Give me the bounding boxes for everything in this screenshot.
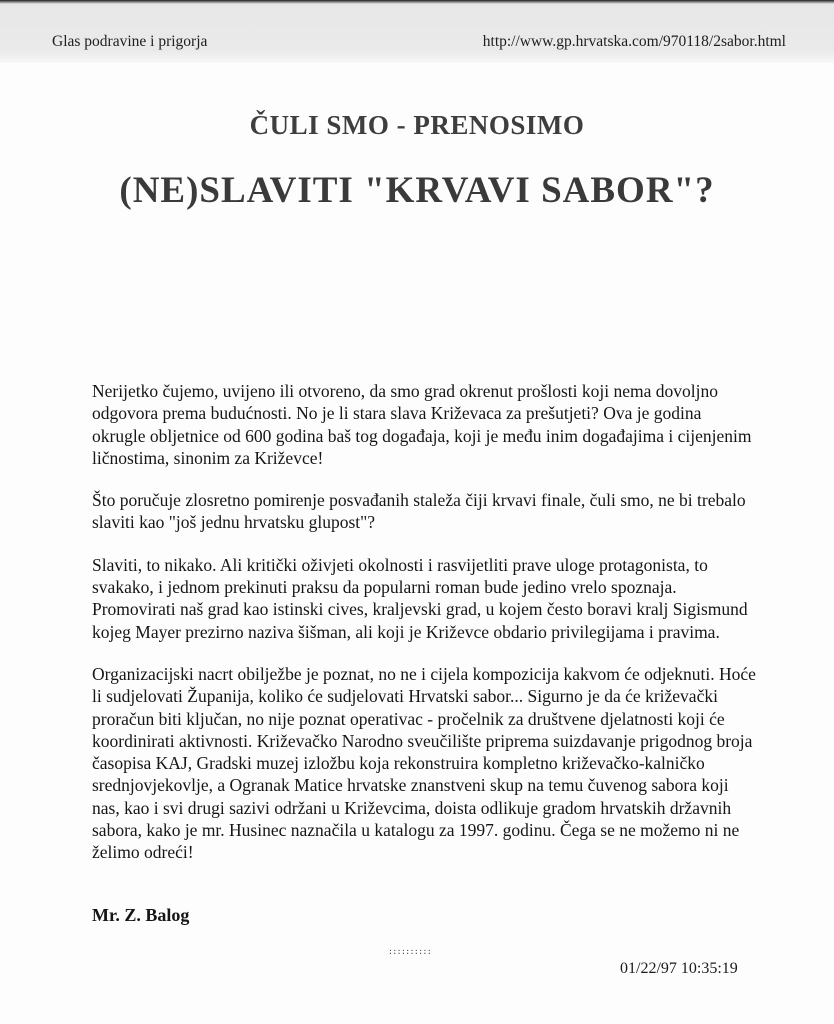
print-timestamp: 01/22/97 10:35:19	[620, 960, 738, 977]
paragraph: Nerijetko čujemo, uvijeno ili otvoreno, da smo grad okrenut prošlosti koji nema dovoljno odgovora prema budućnosti. No je li stara slava Križevaca za prešutjeti? Ova je godina okrugle obljetnice od 600 godina baš tog događaja, koji je među inim događajima i cijenjenim ličnostima, sinonim za Križevce!	[92, 381, 752, 468]
paragraph: Organizacijski nacrt obilježbe je poznat, no ne i cijela kompozicija kakvom će odjeknuti. Hoće li sudjelovati Županija, koliko će sudjelovati Hrvatski sabor... Sigurno je da će križevački proračun biti ključan, no nije poznat operativac - pročelnik za društvene djelatnosti koji će koordinirati aktivnosti. Križevačko Narodno sveučilište priprema suizdavanje prigodnog broja časopisa KAJ, Gradski muzej izložbu koja rekonstruira kompletno križevačko-kalničko srednjovjekovlje, a Ogranak Matice hrvatske znanstveni skup na temu čuvenog sabora koji nas, kao i svi drugi sazivi održani u Križevcima, doista odlikuje gradom hrvatskih državnih sabora, kako je mr. Husinec naznačila u katalogu za 1997. godinu. Čega se ne možemo ni ne želimo odreći!	[92, 663, 756, 863]
paragraph: Slaviti, to nikako. Ali kritički oživjeti okolnosti i rasvijetliti prave uloge protagonista, to svakako, i jednom prekinuti praksu da popularni roman bude jedino vrelo spoznaja. Promovirati naš grad kao istinski cives, kraljevski grad, u kojem često boravi kralj Sigismund kojeg Mayer prezirno naziva šišman, ali koji je Križevce obdario privilegijama i pravima.	[92, 554, 748, 642]
article-body	[92, 380, 756, 884]
footer-dots-mark: ::::::::::	[388, 947, 432, 956]
scan-top-edge-line	[0, 0, 834, 4]
paragraph: Što poručuje zlosretno pomirenje posvađanih staleža čiji krvavi finale, čuli smo, ne bi trebalo slaviti kao "još jednu hrvatsku glupost"?	[92, 490, 746, 533]
print-header	[52, 33, 786, 51]
scan-header-band	[0, 0, 834, 63]
publication-name: Glas podravine i prigorja	[52, 33, 208, 50]
page-url: http://www.gp.hrvatska.com/970118/2sabor.html	[482, 33, 786, 50]
article-headline: (NE)SLAVITI "KRVAVI SABOR"?	[119, 170, 715, 211]
article-kicker: ČULI SMO - PRENOSIMO	[249, 110, 585, 140]
author-signature: Mr. Z. Balog	[92, 905, 190, 925]
